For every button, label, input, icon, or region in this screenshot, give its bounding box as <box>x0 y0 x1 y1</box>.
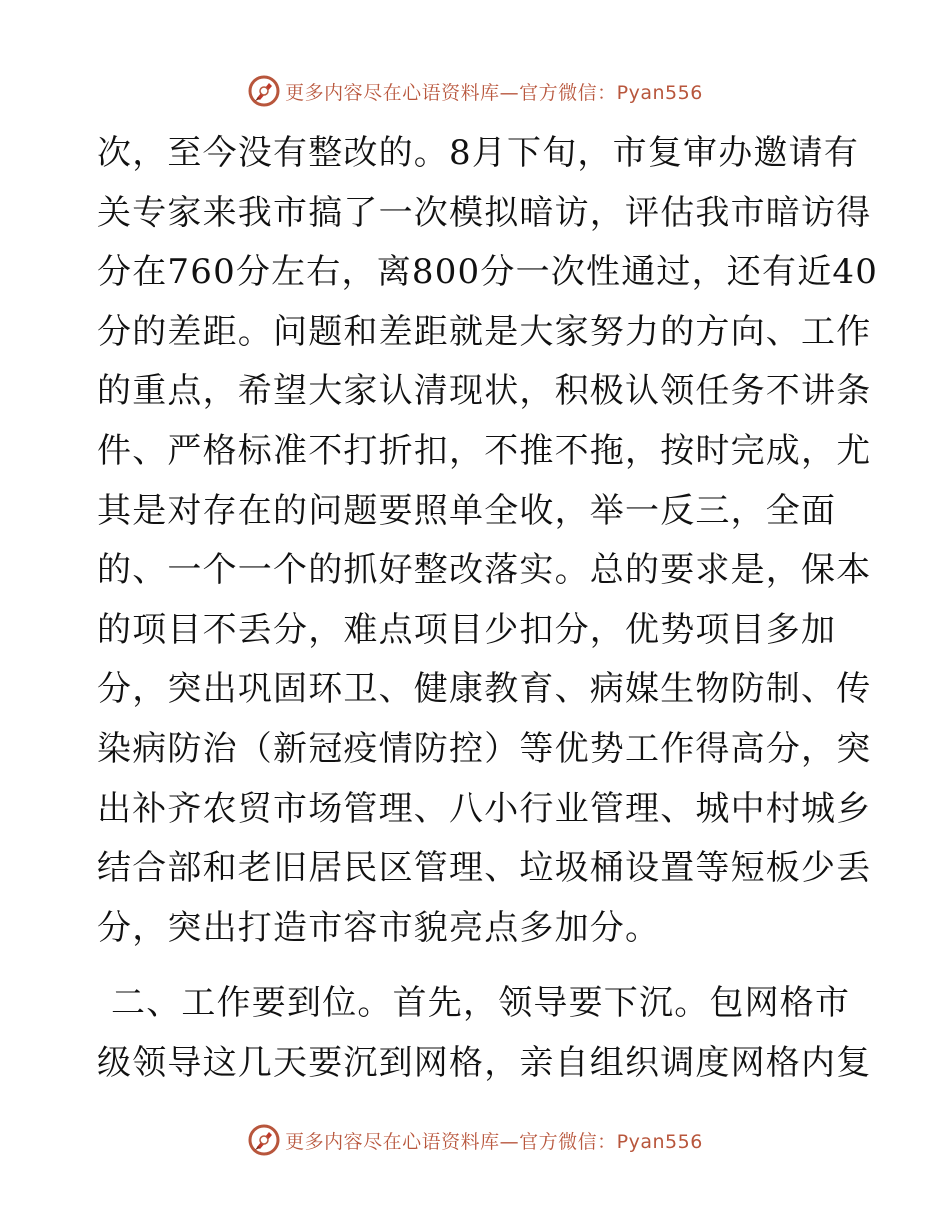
watermark-text: 更多内容尽在心语资料库—官方微信：Pyan556 <box>285 81 703 104</box>
document-body <box>97 124 879 1094</box>
brush-logo-icon <box>247 74 281 108</box>
text-line: 二、工作要到位。首先，领导要下沉。包网格市 <box>111 983 851 1024</box>
text-line: 关专家来我市搞了一次模拟暗访，评估我市暗访得 <box>97 192 872 233</box>
text-line: 分在760分左右，离800分一次性通过，还有近40 <box>97 252 879 293</box>
paragraph <box>97 124 879 958</box>
text-line: 其是对存在的问题要照单全收，举一反三，全面 <box>97 490 837 531</box>
text-line: 分的差距。问题和差距就是大家努力的方向、工作 <box>97 311 872 352</box>
text-line: 分，突出巩固环卫、健康教育、病媒生物防制、传 <box>97 669 872 710</box>
text-line: 的项目不丢分，难点项目少扣分，优势项目多加 <box>97 609 837 650</box>
text-line: 结合部和老旧居民区管理、垃圾桶设置等短板少丢 <box>97 848 872 889</box>
header-watermark <box>0 71 950 111</box>
text-line: 分，突出打造市容市貌亮点多加分。 <box>97 907 661 948</box>
watermark-text: 更多内容尽在心语资料库—官方微信：Pyan556 <box>285 1130 703 1153</box>
text-line: 染病防治（新冠疫情防控）等优势工作得高分，突 <box>97 728 872 769</box>
text-line: 级领导这几天要沉到网格，亲自组织调度网格内复 <box>97 1042 872 1083</box>
text-line: 件、严格标准不打折扣，不推不拖，按时完成，尤 <box>97 430 872 471</box>
paragraph-gap <box>97 958 857 974</box>
brush-logo-icon <box>247 1123 281 1157</box>
text-line: 出补齐农贸市场管理、八小行业管理、城中村城乡 <box>97 788 872 829</box>
text-line: 次，至今没有整改的。8月下旬，市复审办邀请有 <box>97 133 860 173</box>
footer-watermark <box>0 1120 950 1160</box>
paragraph <box>97 974 872 1093</box>
text-line: 的、一个一个的抓好整改落实。总的要求是，保本 <box>97 550 872 591</box>
text-line: 的重点，希望大家认清现状，积极认领任务不讲条 <box>97 371 872 412</box>
